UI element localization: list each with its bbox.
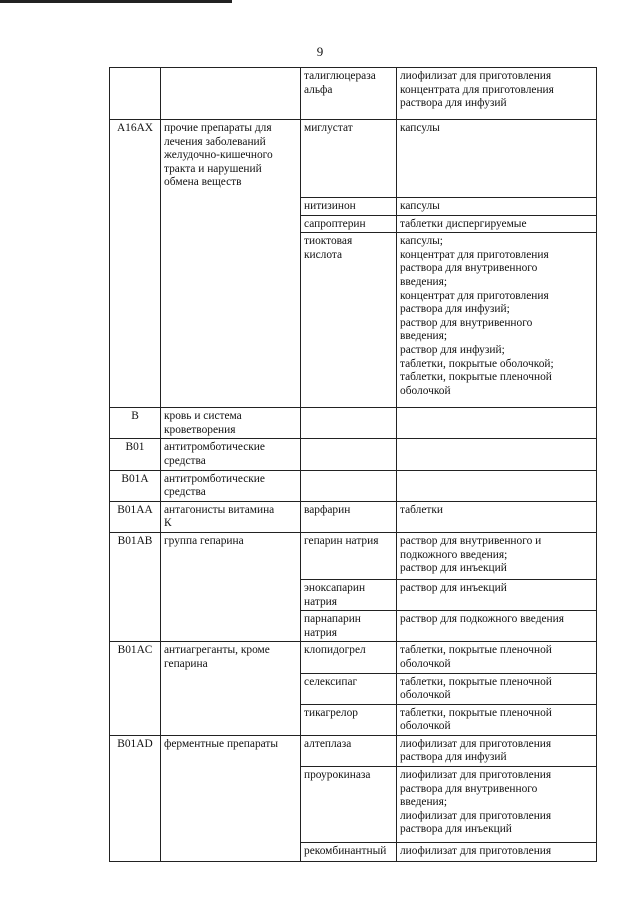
row-form: капсулы	[397, 120, 597, 198]
row-code: B01AD	[110, 735, 161, 766]
row-form: раствор для внутривенного и подкожного введения; раствор для инъекций	[397, 532, 597, 579]
row-drug	[301, 439, 397, 470]
table-row	[110, 408, 597, 439]
row-form: таблетки, покрытые пленочной оболочкой	[397, 673, 597, 704]
row-drug	[301, 408, 397, 439]
row-group	[161, 611, 301, 642]
row-code	[110, 233, 161, 408]
row-form: таблетки, покрытые пленочной оболочкой	[397, 642, 597, 673]
row-drug: варфарин	[301, 501, 397, 532]
row-code	[110, 843, 161, 862]
row-drug: талиглюцераза альфа	[301, 68, 397, 120]
row-form: лиофилизат для приготовления концентрата для приготовления раствора для инфузий	[397, 68, 597, 120]
drug-list-table	[109, 67, 597, 862]
row-group	[161, 673, 301, 704]
row-code	[110, 215, 161, 233]
row-code	[110, 611, 161, 642]
row-drug: парнапарин натрия	[301, 611, 397, 642]
table-row	[110, 843, 597, 862]
row-code	[110, 198, 161, 216]
row-drug: алтеплаза	[301, 735, 397, 766]
table-row	[110, 233, 597, 408]
row-form: раствор для инъекций	[397, 579, 597, 610]
table-row	[110, 470, 597, 501]
row-form	[397, 408, 597, 439]
row-form: таблетки	[397, 501, 597, 532]
row-drug: сапроптерин	[301, 215, 397, 233]
row-group	[161, 198, 301, 216]
row-group	[161, 843, 301, 862]
row-code: B01A	[110, 470, 161, 501]
table-row	[110, 120, 597, 198]
row-code	[110, 579, 161, 610]
table-row	[110, 735, 597, 766]
row-code	[110, 704, 161, 735]
row-group: ферментные препараты	[161, 735, 301, 766]
row-drug: тикагрелор	[301, 704, 397, 735]
page-number: 9	[316, 44, 324, 59]
row-group	[161, 579, 301, 610]
row-drug: гепарин натрия	[301, 532, 397, 579]
row-drug: эноксапарин натрия	[301, 579, 397, 610]
row-drug: миглустат	[301, 120, 397, 198]
table-row	[110, 532, 597, 579]
row-code: B01AA	[110, 501, 161, 532]
row-code: B01AC	[110, 642, 161, 673]
row-drug: проурокиназа	[301, 767, 397, 843]
table-row	[110, 579, 597, 610]
row-form: лиофилизат для приготовления раствора для инфузий	[397, 735, 597, 766]
row-group	[161, 215, 301, 233]
row-form	[397, 470, 597, 501]
row-group: группа гепарина	[161, 532, 301, 579]
row-group: антитромботические средства	[161, 470, 301, 501]
row-group	[161, 233, 301, 408]
top-rule	[0, 0, 232, 3]
table-row	[110, 215, 597, 233]
row-form	[397, 439, 597, 470]
table-row	[110, 68, 597, 120]
row-group: антиагреганты, кроме гепарина	[161, 642, 301, 673]
row-code	[110, 68, 161, 120]
row-code: B01	[110, 439, 161, 470]
row-group: антагонисты витамина К	[161, 501, 301, 532]
row-drug: рекомбинантный	[301, 843, 397, 862]
row-form: таблетки, покрытые пленочной оболочкой	[397, 704, 597, 735]
row-form: таблетки диспергируемые	[397, 215, 597, 233]
row-group: кровь и система кроветворения	[161, 408, 301, 439]
table-row	[110, 198, 597, 216]
row-form: капсулы	[397, 198, 597, 216]
row-group	[161, 767, 301, 843]
row-code: B01AB	[110, 532, 161, 579]
row-form: капсулы; концентрат для приготовления раствора для внутривенного введения; концентрат для приготовления раствора для инфузий; раствор для внутривенного введения; раствор для инфузий; таблетки, покрытые оболочкой; таблетки, покрытые пленочной оболочкой	[397, 233, 597, 408]
table-row	[110, 704, 597, 735]
table-row	[110, 642, 597, 673]
row-form: лиофилизат для приготовления	[397, 843, 597, 862]
row-drug: нитизинон	[301, 198, 397, 216]
row-code	[110, 767, 161, 843]
row-code: B	[110, 408, 161, 439]
row-drug: клопидогрел	[301, 642, 397, 673]
row-code: A16AX	[110, 120, 161, 198]
row-code	[110, 673, 161, 704]
table-row	[110, 611, 597, 642]
table-row	[110, 501, 597, 532]
row-drug	[301, 470, 397, 501]
table-row	[110, 767, 597, 843]
row-group	[161, 704, 301, 735]
table-row	[110, 673, 597, 704]
row-group: антитромботические средства	[161, 439, 301, 470]
row-form: лиофилизат для приготовления раствора для внутривенного введения; лиофилизат для приготовления раствора для инъекций	[397, 767, 597, 843]
table-row	[110, 439, 597, 470]
row-drug: тиоктовая кислота	[301, 233, 397, 408]
row-group: прочие препараты для лечения заболеваний желудочно-кишечного тракта и нарушений обмена веществ	[161, 120, 301, 198]
row-form: раствор для подкожного введения	[397, 611, 597, 642]
row-group	[161, 68, 301, 120]
row-drug: селексипаг	[301, 673, 397, 704]
